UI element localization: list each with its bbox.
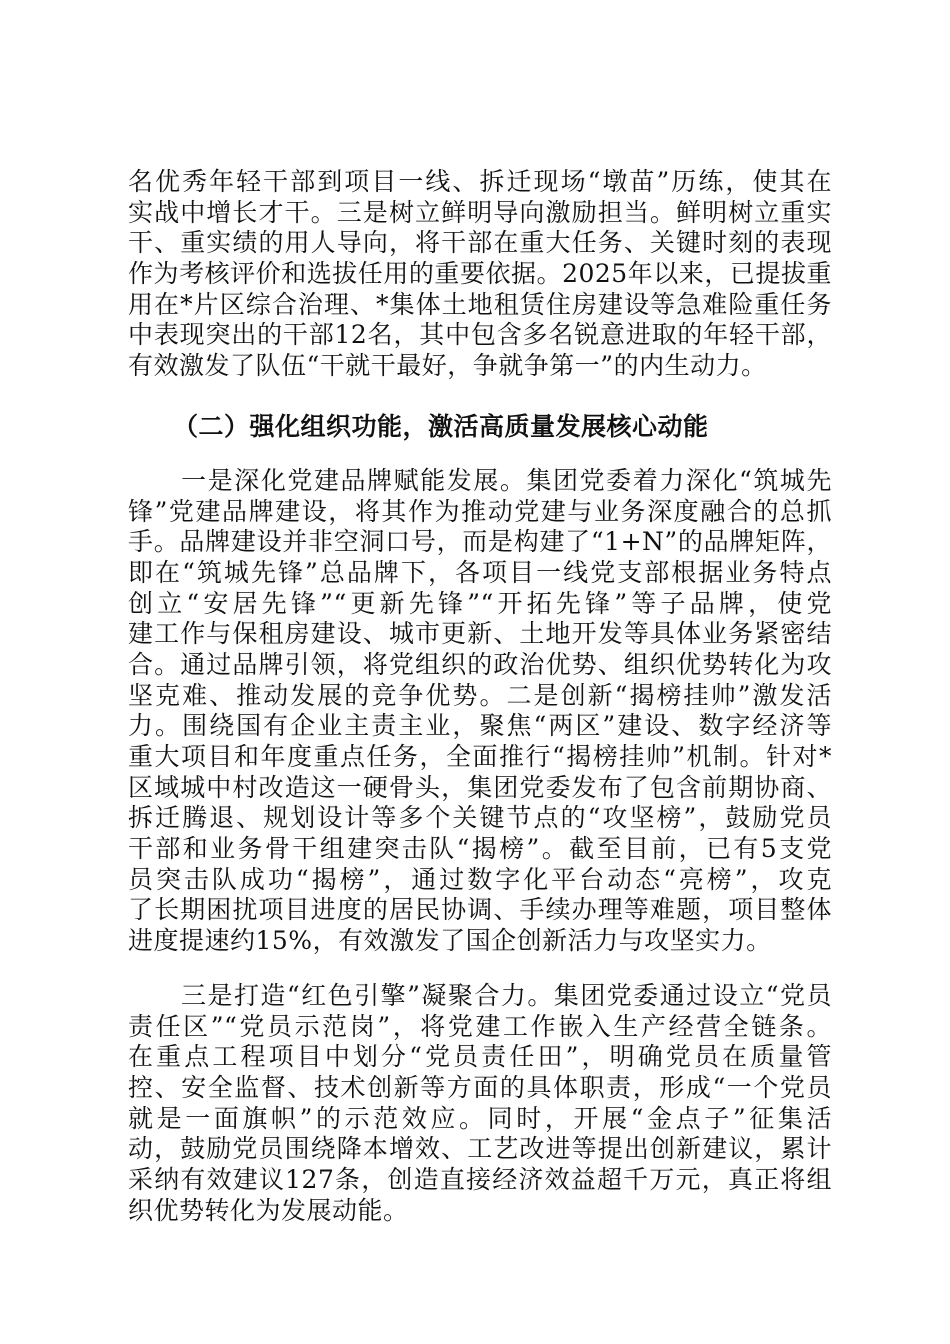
paragraph-2: [128, 466, 832, 957]
text-line: 坚克难、推动发展的竞争优势。二是创新“揭榜挂帅”激发活: [128, 680, 832, 710]
text-line: 织优势转化为发展动能。: [128, 1195, 409, 1225]
text-line: 拆迁腾退、规划设计等多个关键节点的“攻坚榜”，鼓励党员: [128, 803, 832, 833]
text-line: 采纳有效建议127条，创造直接经济效益超千万元，真正将组: [128, 1164, 832, 1194]
text-line: 即在“筑城先锋”总品牌下，各项目一线党支部根据业务特点: [128, 557, 832, 587]
text-line: 就是一面旗帜”的示范效应。同时，开展“金点子”征集活: [128, 1103, 832, 1133]
text-line: 在重点工程项目中划分“党员责任田”，明确党员在质量管: [128, 1042, 832, 1072]
text-line: 动，鼓励党员围绕降本增效、工艺改进等提出创新建议，累计: [128, 1134, 832, 1164]
text-line: 用在*片区综合治理、*集体土地租赁住房建设等急难险重任务: [128, 289, 832, 319]
text-line: 锋”党建品牌建设，将其作为推动党建与业务深度融合的总抓: [128, 496, 832, 526]
text-line: 实战中增长才干。三是树立鲜明导向激励担当。鲜明树立重实: [128, 197, 832, 227]
text-line: 三是打造“红色引擎”凝聚合力。集团党委通过设立“党员: [128, 980, 832, 1010]
text-line: 重大项目和年度重点任务，全面推行“揭榜挂帅”机制。针对*: [128, 742, 832, 771]
paragraph-3: [128, 981, 832, 1227]
text-line: 创立“安居先锋”“更新先锋”“开拓先锋”等子品牌，使党: [128, 588, 832, 618]
text-line: 区域城中村改造这一硬骨头，集团党委发布了包含前期协商、: [128, 772, 832, 802]
text-line: 控、安全监督、技术创新等方面的具体职责，形成“一个党员: [128, 1072, 832, 1102]
text-line: 有效激发了队伍“干就干最好，争就争第一”的内生动力。: [128, 351, 767, 381]
text-line: 作为考核评价和选拔任用的重要依据。2025年以来，已提拔重: [128, 259, 832, 289]
text-line: 干部和业务骨干组建突击队“揭榜”。截至目前，已有5支党: [128, 834, 832, 864]
document-body: [128, 167, 832, 1226]
text-line: 手。品牌建设并非空洞口号，而是构建了“1+N”的品牌矩阵，: [128, 527, 832, 557]
text-line: 力。围绕国有企业主责主业，聚焦“两区”建设、数字经济等: [128, 711, 832, 741]
text-line: 中表现突出的干部12名，其中包含多名锐意进取的年轻干部，: [128, 320, 832, 350]
text-line: 责任区”“党员示范岗”，将党建工作嵌入生产经营全链条。: [128, 1011, 832, 1041]
text-line: 员突击队成功“揭榜”，通过数字化平台动态“亮榜”，攻克: [128, 864, 832, 894]
text-line: 合。通过品牌引领，将党组织的政治优势、组织优势转化为攻: [128, 649, 832, 679]
text-line: 建工作与保租房建设、城市更新、土地开发等具体业务紧密结: [128, 619, 832, 649]
paragraph-1: [128, 167, 832, 382]
text-line: 名优秀年轻干部到项目一线、拆迁现场“墩苗”历练，使其在: [128, 167, 832, 196]
text-line: 一是深化党建品牌赋能发展。集团党委着力深化“筑城先: [128, 465, 832, 495]
text-line: 进度提速约15%，有效激发了国企创新活力与攻坚实力。: [128, 926, 772, 956]
text-line: 干、重实绩的用人导向，将干部在重大任务、关键时刻的表现: [128, 228, 832, 258]
text-line: 了长期困扰项目进度的居民协调、手续办理等难题，项目整体: [128, 895, 832, 925]
section-heading: （二）强化组织功能，激活高质量发展核心动能: [173, 411, 709, 441]
